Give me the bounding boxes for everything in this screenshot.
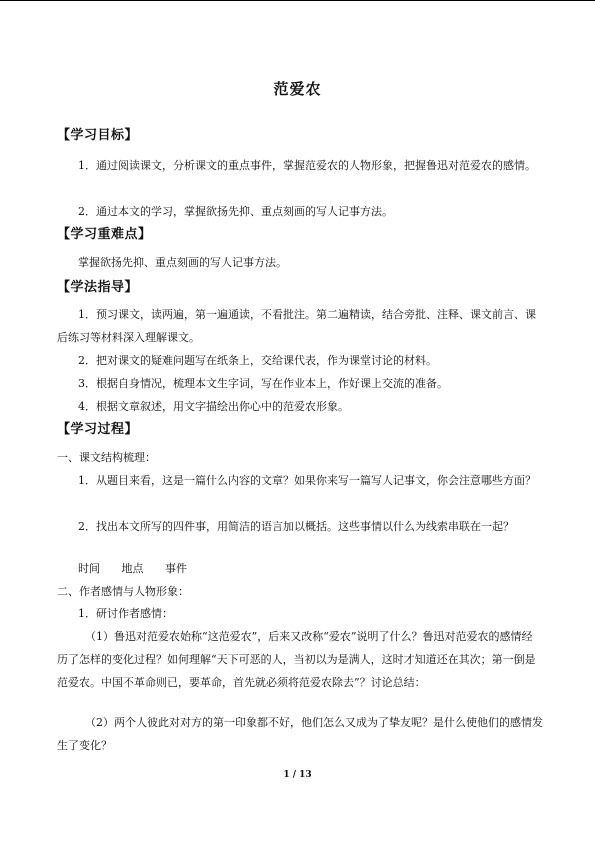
- table-column-headers: [78, 557, 564, 580]
- goal-item-2: 2．通过本文的学习，掌握欲扬先抑、重点刻画的写人记事方法。: [78, 205, 393, 218]
- section-heading-goals: 【学习目标】: [57, 128, 139, 143]
- column-time: 时间: [78, 562, 100, 575]
- process-part-2-heading: 二、作者感情与人物形象：: [57, 585, 189, 598]
- goal-item-1: 1．通过阅读课文，分析课文的重点事件，掌握范爱农的人物形象，把握鲁迅对范爱农的感情。: [78, 159, 536, 172]
- method-item-1: 1．预习课文，读两遍，第一遍通读，不看批注。第二遍精读，结合旁批、注释、课文前言、课后练习等材料深入理解课文。: [57, 308, 536, 344]
- method-item-3: 3．根据自身情况，梳理本文生字词，写在作业本上，作好课上交流的准备。: [78, 377, 448, 390]
- column-event: 事件: [165, 562, 187, 575]
- top-border-line: [0, 0, 595, 1]
- section-heading-focus: 【学习重难点】: [57, 227, 152, 242]
- process-part-1-heading: 一、课文结构梳理：: [57, 451, 156, 464]
- column-place: 地点: [121, 562, 144, 575]
- discussion-item-1: （1）鲁迅对范爱农始称“这范爱农”，后来又改称“爱农”说明了什么？鲁迅对范爱农的感情经历了怎样的变化过程？如何理解“天下可恶的人，当初以为是满人，这时才知道还在其次；第一倒是范爱农。中国不革命则已，要革命，首先就必须将范爱农除去”？讨论总结：: [57, 630, 536, 689]
- focus-text: 掌握欲扬先抑、重点刻画的写人记事方法。: [78, 256, 287, 269]
- process-question-1: 1．从题目来看，这是一篇什么内容的文章？如果你来写一篇写人记事文，你会注意哪些方面？: [78, 474, 536, 487]
- section-heading-process: 【学习过程】: [57, 422, 139, 437]
- process-subheading-1: 1．研讨作者感情：: [78, 607, 173, 620]
- method-item-2: 2．把对课文的疑难问题写在纸条上，交给课代表，作为课堂讨论的材料。: [78, 354, 437, 367]
- section-heading-method: 【学法指导】: [57, 280, 139, 295]
- discussion-item-2: （2）两个人彼此对对方的第一印象都不好，他们怎么又成为了挚友呢？是什么使他们的感情发生了变化？: [57, 716, 543, 752]
- method-item-4: 4．根据文章叙述，用文字描绘出你心中的范爱农形象。: [78, 400, 349, 413]
- process-question-2: 2．找出本文所写的四件事，用简洁的语言加以概括。这些事情以什么为线索串联在一起？: [78, 520, 514, 533]
- page-number: 1 / 13: [283, 770, 312, 780]
- page-title: 范爱农: [273, 80, 322, 98]
